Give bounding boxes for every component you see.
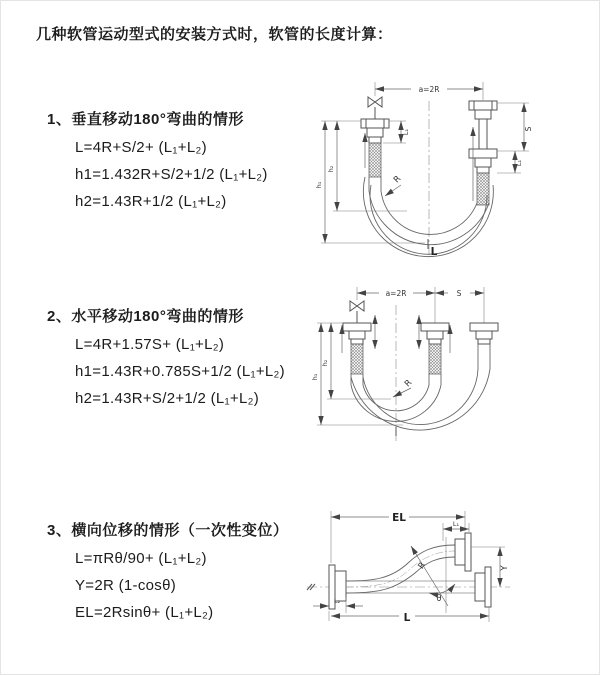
braided-hose — [429, 344, 441, 374]
diagram-vertical-bend — [313, 73, 599, 261]
length-label: L — [430, 246, 438, 258]
formula-line: L=4R+S/2+ (L₁+L₂) — [75, 139, 207, 156]
hose-arc — [351, 344, 490, 430]
formula-line: h1=1.432R+S/2+1/2 (L₁+L₂) — [75, 166, 268, 183]
section-heading: 2、水平移动180°弯曲的情形 — [47, 308, 244, 325]
section-heading: 3、横向位移的情形（一次性变位） — [47, 522, 289, 539]
formula-line: h1=1.43R+0.785S+1/2 (L₁+L₂) — [75, 363, 285, 380]
dim-label-el: EL — [392, 512, 406, 524]
hose-arc — [346, 557, 455, 593]
dim-label-l1: L₁ — [452, 520, 460, 528]
braided-hose — [369, 143, 381, 177]
diagram-horizontal-bend — [311, 279, 599, 461]
section-lateral-displacement — [47, 519, 288, 621]
radius-line — [411, 546, 448, 606]
dim-label-y: Y — [500, 565, 510, 571]
hose-arc — [363, 344, 478, 425]
dim-label-a2r: a=2R — [385, 289, 407, 298]
dim-label-l1-left: L₁ — [402, 128, 410, 136]
dim-label-l1-right: L₁ — [515, 159, 523, 167]
diagram-lateral-displacement — [303, 501, 515, 671]
dim-label-h1: h₁ — [315, 181, 323, 189]
valve-icon — [368, 97, 382, 119]
flange — [455, 533, 471, 571]
section-horizontal-bend — [47, 305, 285, 407]
dim-label-a2r: a=2R — [418, 85, 440, 94]
flange — [470, 323, 498, 344]
radius-label: R — [416, 560, 429, 572]
dim-label-s: S — [456, 289, 462, 298]
radius-leader — [393, 388, 411, 397]
formula-line: Y=2R (1-cosθ) — [75, 577, 177, 594]
dim-label-l: L — [403, 612, 411, 624]
hose-arc — [370, 185, 487, 254]
formula-line: L=πRθ/90+ (L₁+L₂) — [75, 550, 207, 567]
radius-label: R — [402, 377, 415, 390]
formula-line: EL=2Rsinθ+ (L₁+L₂) — [75, 604, 214, 621]
dim-label-h2: h₂ — [321, 359, 329, 367]
dim-label-h1: h₁ — [311, 373, 319, 381]
formula-line: L=4R+1.57S+ (L₁+L₂) — [75, 336, 225, 353]
radius-label: R — [391, 173, 404, 186]
formula-line: h2=1.43R+1/2 (L₁+L₂) — [75, 193, 227, 210]
angle-arc — [429, 584, 455, 594]
page-title: 几种软管运动型式的安装方式时，软管的长度计算： — [36, 26, 393, 43]
section-vertical-bend — [47, 108, 268, 210]
flange — [421, 323, 449, 344]
braided-hose — [351, 344, 363, 374]
angle-label: θ — [436, 594, 442, 604]
dim-label-s: S — [524, 126, 533, 132]
valve-icon — [350, 301, 364, 323]
flange — [343, 323, 371, 344]
hose-arc — [346, 545, 455, 581]
dim-label-h2: h₂ — [327, 165, 335, 173]
dim-label-l2: L₂ — [333, 597, 341, 605]
section-heading: 1、垂直移动180°弯曲的情形 — [47, 111, 244, 128]
radius-leader — [385, 185, 401, 196]
formula-line: h2=1.43R+S/2+1/2 (L₁+L₂) — [75, 390, 260, 407]
